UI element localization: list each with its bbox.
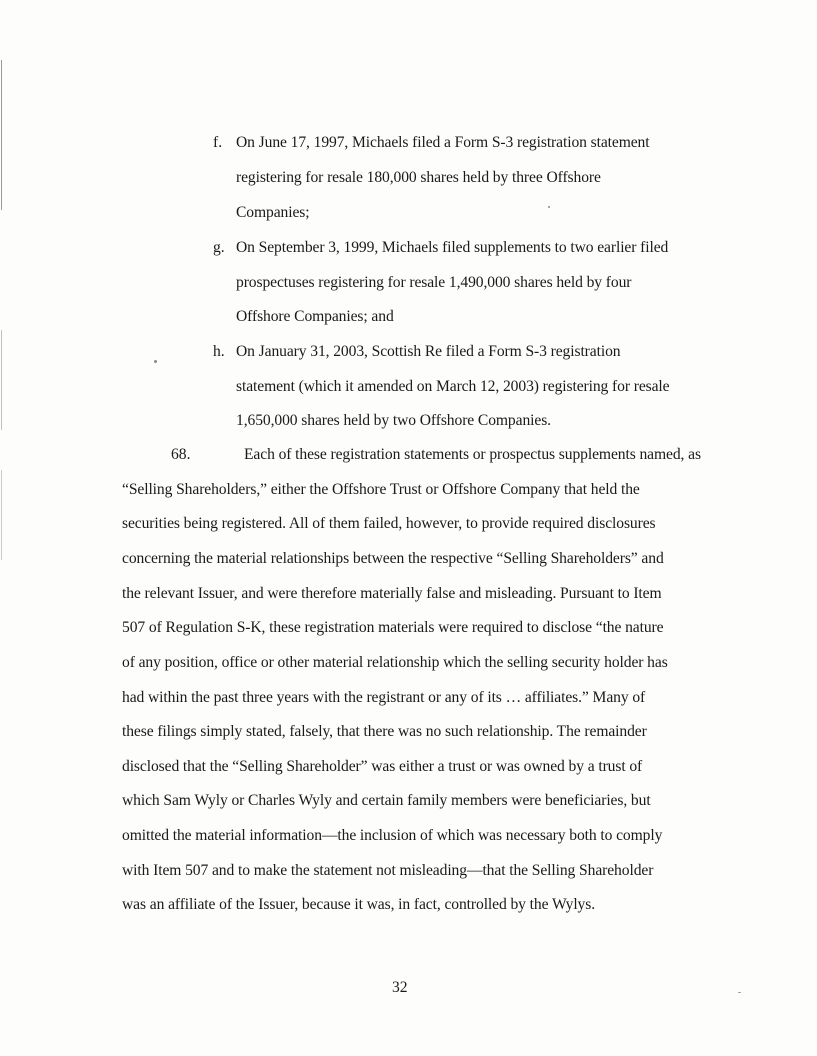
paragraph-line: securities being registered. All of them failed, however, to provide required disclosures xyxy=(122,515,656,532)
list-item-line: On September 3, 1999, Michaels filed supplements to two earlier filed xyxy=(236,239,669,256)
list-item-marker: f. xyxy=(213,134,223,151)
paragraph-line: concerning the material relationships between the respective “Selling Shareholders” and xyxy=(122,550,664,567)
scan-speck xyxy=(154,360,157,363)
scan-edge-line xyxy=(1,330,2,430)
scan-edge-line xyxy=(1,470,2,560)
paragraph-line: “Selling Shareholders,” either the Offshore Trust or Offshore Company that held the xyxy=(122,481,640,498)
paragraph-number: 68. xyxy=(171,446,191,463)
list-item-line: statement (which it amended on March 12, 2003) registering for resale xyxy=(236,378,670,395)
paragraph-line: these filings simply stated, falsely, that there was no such relationship. The remainder xyxy=(122,723,647,740)
list-item-line: On January 31, 2003, Scottish Re filed a Form S-3 registration xyxy=(236,343,621,360)
list-item-line: prospectuses registering for resale 1,490,000 shares held by four xyxy=(236,274,632,291)
paragraph-line: which Sam Wyly or Charles Wyly and certain family members were beneficiaries, but xyxy=(122,792,651,809)
scan-speck xyxy=(548,206,550,208)
scan-speck xyxy=(738,992,741,993)
list-item-line: Companies; xyxy=(236,204,310,221)
paragraph-line: with Item 507 and to make the statement not misleading—that the Selling Shareholder xyxy=(122,862,654,879)
scan-edge-line xyxy=(1,60,2,210)
paragraph-line: was an affiliate of the Issuer, because it was, in fact, controlled by the Wylys. xyxy=(122,896,596,913)
paragraph-line: of any position, office or other material relationship which the selling security holder has xyxy=(122,654,668,671)
paragraph-line: disclosed that the “Selling Shareholder” was either a trust or was owned by a trust of xyxy=(122,758,643,775)
paragraph-line: Each of these registration statements or prospectus supplements named, as xyxy=(244,446,701,463)
list-item-line: On June 17, 1997, Michaels filed a Form S-3 registration statement xyxy=(236,134,650,151)
paragraph-line: the relevant Issuer, and were therefore materially false and misleading. Pursuant to Item xyxy=(122,585,662,602)
list-item-marker: h. xyxy=(213,343,225,360)
list-item-line: 1,650,000 shares held by two Offshore Companies. xyxy=(236,412,551,429)
paragraph-line: omitted the material information—the inclusion of which was necessary both to comply xyxy=(122,827,663,844)
paragraph-line: 507 of Regulation S-K, these registration materials were required to disclose “the nature xyxy=(122,619,664,636)
list-item-line: Offshore Companies; and xyxy=(236,308,394,325)
paragraph-line: had within the past three years with the registrant or any of its … affiliates.” Many of xyxy=(122,689,646,706)
list-item-line: registering for resale 180,000 shares held by three Offshore xyxy=(236,169,601,186)
page-number: 32 xyxy=(392,979,408,996)
list-item-marker: g. xyxy=(213,239,225,256)
